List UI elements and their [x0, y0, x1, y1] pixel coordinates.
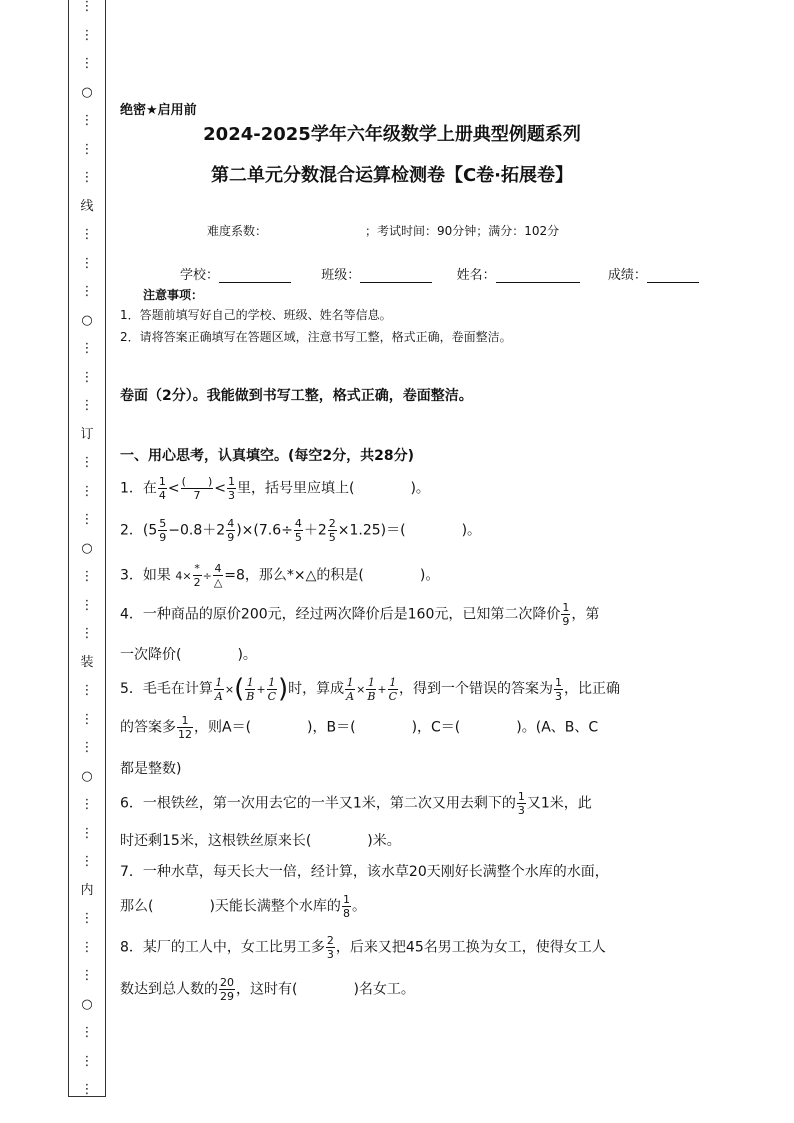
binding-mark: 订	[80, 426, 94, 442]
binding-mark: ⋮	[80, 369, 94, 385]
binding-mark: ⋮	[80, 740, 94, 755]
school-field[interactable]	[219, 282, 291, 283]
grade-field[interactable]	[647, 282, 699, 283]
binding-mark: ⋮	[80, 27, 94, 43]
section-1-title: 一、用心思考，认真填空。(每空2分，共28分)	[120, 448, 415, 464]
note-2: 2．请将答案正确填写在答题区域，注意书写工整，格式正确，卷面整洁。	[120, 330, 512, 344]
binding-mark: ⋮	[80, 398, 94, 413]
question-2: 2．(5 $\frac{5}{9}$ −0.8＋2 $\frac{4}{9}$ )×(7.6÷ $\frac{4}{5}$ ＋2 $\frac{2}{5}$ ×1.25)＝( )。	[120, 517, 482, 544]
binding-mark: ○	[81, 312, 93, 328]
binding-mark: ⋮	[80, 113, 94, 128]
binding-mark: ⋮	[80, 626, 94, 641]
binding-mark: 内	[80, 882, 94, 898]
binding-mark: ○	[81, 84, 93, 100]
question-8-line-2: 数达到总人数的 $\frac{20}{29}$ ，这时有( )名女工。	[120, 976, 415, 1003]
binding-mark: ⋮	[80, 597, 94, 613]
question-3: 3．如果 4× $\frac{*}{2}$ ÷ $\frac{4}{\triangle}$ =8，那么*×△的积是( )。	[120, 562, 440, 589]
question-8: 8．某厂的工人中，女工比男工多 $\frac{2}{3}$ ，后来又把45名男工换为女工，使得女工人	[120, 934, 606, 961]
binding-mark: ⋮	[80, 227, 94, 242]
name-label: 姓名：	[456, 268, 496, 283]
question-6: 6．一根铁丝，第一次用去它的一半又1米，第二次又用去剩下的 $\frac{1}{3}$ 又1米，此	[120, 790, 592, 817]
binding-mark: ⋮	[80, 911, 94, 926]
binding-mark: ⋮	[80, 968, 94, 983]
secret-label: 绝密★启用前	[120, 103, 197, 118]
question-4-line-2: 一次降价( )。	[120, 647, 257, 663]
binding-mark: ⋮	[80, 512, 94, 527]
question-7: 7．一种水草，每天长大一倍，经计算，该水草20天刚好长满整个水库的水面，	[120, 864, 609, 880]
class-label: 班级：	[321, 268, 361, 283]
binding-mark: ⋮	[80, 455, 94, 470]
question-1: 1．在 $\frac{1}{4}$ < $\frac{( )}{7}$ < $\frac{1}{3}$ 里，括号里应填上( )。	[120, 475, 430, 502]
binding-mark: ⋮	[80, 56, 94, 71]
school-label: 学校：	[180, 268, 220, 283]
binding-mark: ⋮	[80, 1025, 94, 1040]
neatness-line: 卷面（2分）。我能做到书写工整，格式正确，卷面整洁。	[120, 388, 473, 404]
binding-mark: ⋮	[80, 141, 94, 157]
class-field[interactable]	[360, 282, 432, 283]
binding-mark: ⋮	[80, 341, 94, 356]
binding-mark: ⋮	[80, 854, 94, 869]
note-1: 1．答题前填写好自己的学校、班级、姓名等信息。	[120, 308, 392, 322]
binding-mark: ⋮	[80, 939, 94, 955]
binding-mark: ⋮	[80, 1082, 94, 1097]
title-line-1: 2024-2025学年六年级数学上册典型例题系列	[203, 124, 581, 145]
question-4: 4．一种商品的原价200元，经过两次降价后是160元，已知第二次降价 $\frac{1}{9}$ ，第	[120, 601, 600, 628]
binding-mark: ⋮	[80, 284, 94, 299]
binding-mark: ⋮	[80, 825, 94, 841]
student-info-row	[180, 264, 699, 283]
binding-mark: ⋮	[80, 683, 94, 698]
question-5-line-3: 都是整数)	[120, 761, 182, 777]
binding-mark: ⋮	[80, 711, 94, 727]
grade-label: 成绩：	[607, 268, 647, 283]
question-7-line-2: 那么( )天能长满整个水库的 $\frac{1}{8}$ 。	[120, 893, 366, 920]
question-5-line-2: 的答案多 $\frac{1}{12}$ ，则A＝( )，B＝( )，C＝( )。(A、B、C	[120, 714, 599, 741]
binding-mark: ⋮	[80, 1053, 94, 1069]
binding-mark: ○	[81, 540, 93, 556]
time-score-info: ；考试时间：90分钟；满分：102分	[365, 224, 560, 238]
title-line-2: 第二单元分数混合运算检测卷【C卷·拓展卷】	[210, 165, 574, 186]
fraction: $\frac{1}{3}$	[227, 475, 235, 502]
binding-mark: ○	[81, 768, 93, 784]
binding-mark: ⋮	[80, 0, 94, 14]
binding-mark: ⋮	[80, 170, 94, 185]
binding-mark: ⋮	[80, 483, 94, 499]
question-5: 5．毛毛在计算 $\frac{1}{A}$ ×( $\frac{1}{B}$ + $\frac{1}{C}$ )时，算成 $\frac{1}{A}$ × $\frac{1}{B}$ + $\frac{1}{C}$ ，得到一个错误的答案为 $\frac{1}{3}$ ，比正确	[120, 674, 621, 704]
answer-fraction: $\frac{( )}{7}$	[181, 475, 213, 502]
binding-mark: ○	[81, 996, 93, 1012]
difficulty-label: 难度系数：	[207, 224, 268, 238]
binding-mark: ⋮	[80, 255, 94, 271]
question-6-line-2: 时还剩15米，这根铁丝原来长( )米。	[120, 833, 401, 849]
name-field[interactable]	[496, 282, 580, 283]
notes-title: 注意事项：	[143, 288, 204, 302]
fraction: $\frac{1}{4}$	[158, 475, 166, 502]
binding-mark: 线	[80, 198, 94, 214]
binding-mark: ⋮	[80, 569, 94, 584]
binding-mark: 装	[80, 654, 94, 670]
binding-mark: ⋮	[80, 797, 94, 812]
